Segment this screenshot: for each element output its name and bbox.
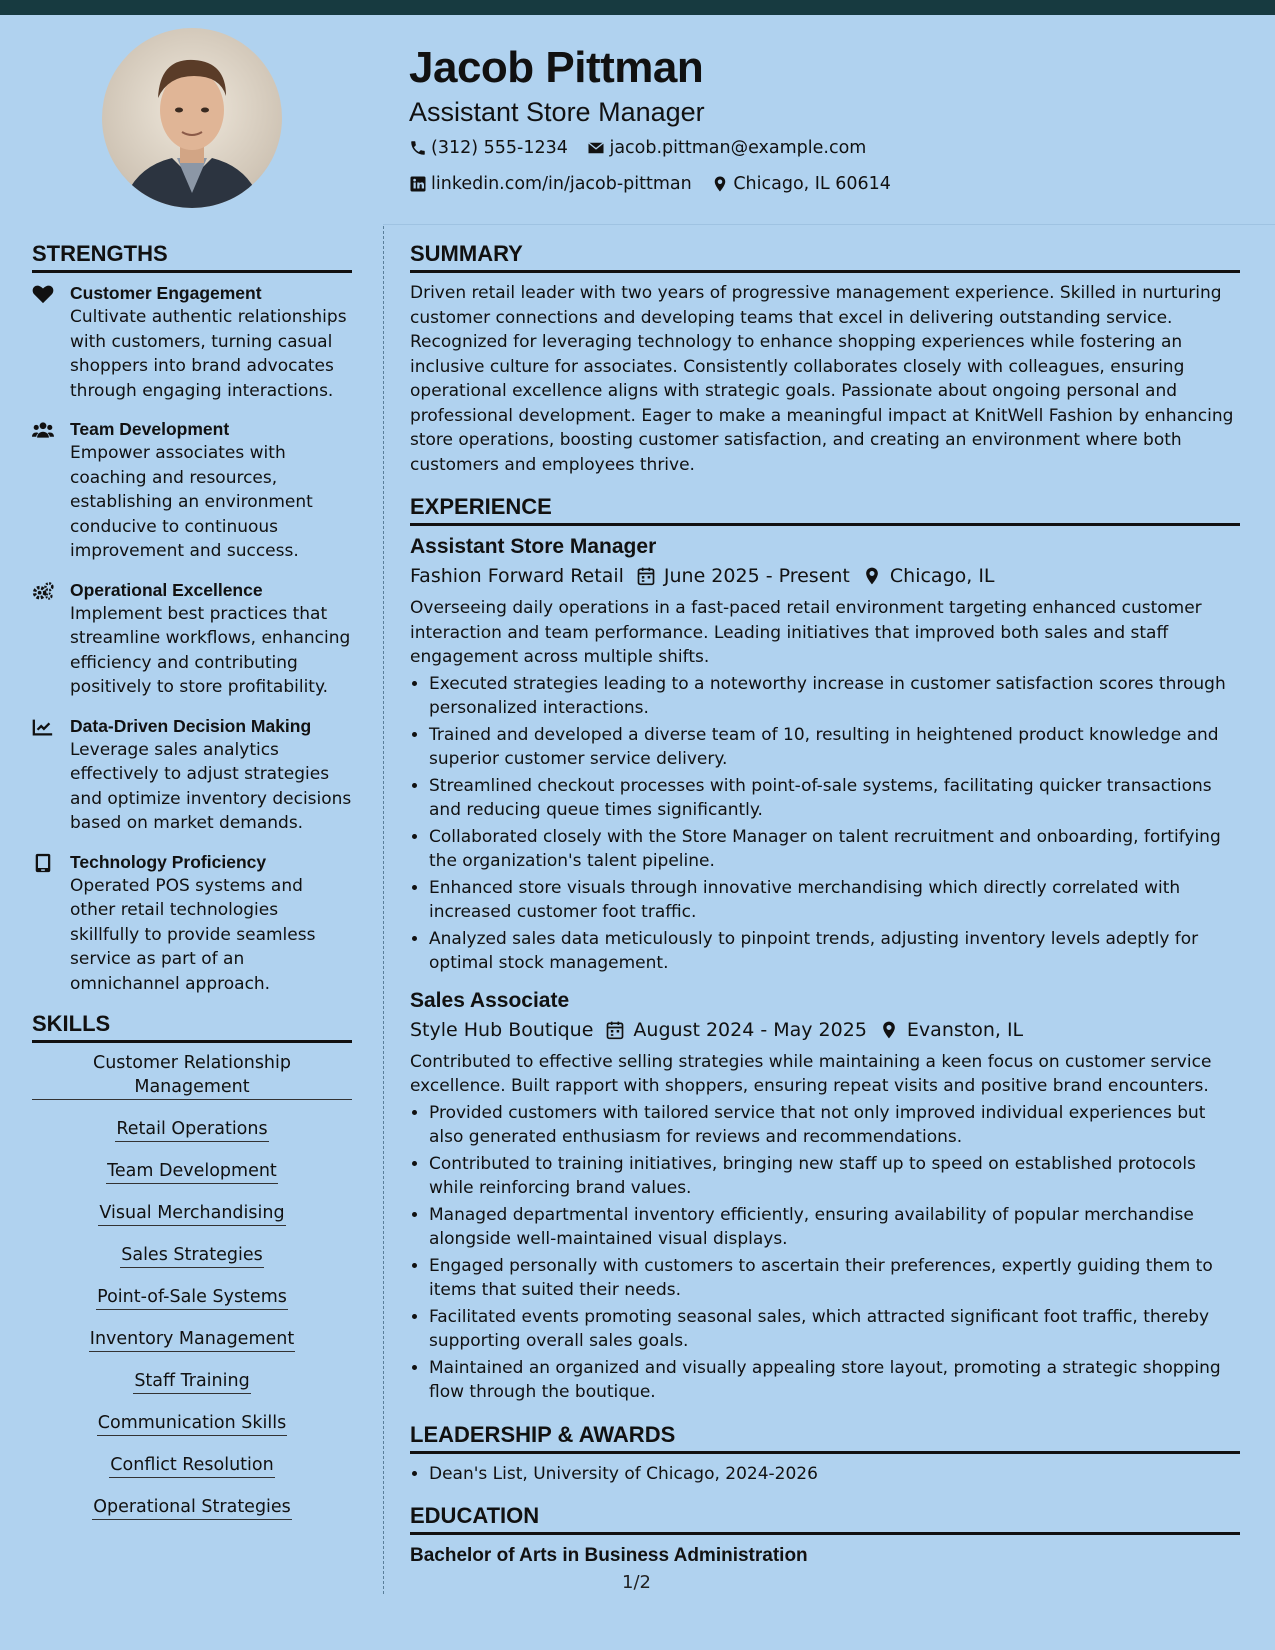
calendar-icon xyxy=(636,566,656,586)
strength-item xyxy=(32,850,352,997)
list-item: • Enhanced store visuals through innovative merchandising which directly correlated with increased customer foot traffic. xyxy=(429,876,1240,925)
list-item: • Executed strategies leading to a noteworthy increase in customer satisfaction scores through personalized interactions. xyxy=(429,672,1240,721)
contact-linkedin[interactable] xyxy=(409,168,692,200)
contact-phone[interactable] xyxy=(409,132,568,164)
job-title: Sales Associate xyxy=(410,988,570,1012)
resume-header xyxy=(409,40,1229,204)
contact-location xyxy=(711,168,891,200)
left-column xyxy=(32,240,352,1537)
strength-desc: Empower associates with coaching and resources, establishing an environment conducive to continuous improvement and success. xyxy=(70,443,313,561)
job-bullets xyxy=(410,672,1240,976)
list-item: • Contributed to training initiatives, bringing new staff up to speed on established protocols while reinforcing brand values. xyxy=(429,1152,1240,1201)
skills-title: SKILLS xyxy=(32,1010,352,1043)
job-description: Contributed to effective selling strategies while maintaining a keen focus on customer service excellence. Built rapport with shoppers, ensuring repeat visits and positive brand encounters. xyxy=(410,1051,1212,1096)
skill-item: Conflict Resolution xyxy=(109,1453,274,1478)
contact-row-1 xyxy=(409,132,1229,168)
map-pin-icon xyxy=(711,175,729,193)
job-title: Assistant Store Manager xyxy=(410,535,657,558)
right-column xyxy=(410,240,1240,1569)
list-item: • Streamlined checkout processes with point-of-sale systems, facilitating quicker transactions and reducing queue times significantly. xyxy=(429,774,1240,823)
summary-title: SUMMARY xyxy=(410,240,1240,273)
list-item: • Dean's List, University of Chicago, 2024-2026 xyxy=(429,1462,1240,1487)
strength-title: Technology Proficiency xyxy=(70,851,267,872)
linkedin-text: linkedin.com/in/jacob-pittman xyxy=(431,174,692,194)
list-item: • Maintained an organized and visually appealing store layout, promoting a strategic shopping flow through the boutique. xyxy=(429,1356,1240,1405)
skill-item: Sales Strategies xyxy=(120,1243,264,1268)
map-pin-icon xyxy=(862,566,882,586)
job-company: Style Hub Boutique xyxy=(410,1018,594,1041)
candidate-name: Jacob Pittman xyxy=(409,43,704,92)
job-location: Evanston, IL xyxy=(906,1018,1024,1041)
list-item: • Engaged personally with customers to ascertain their preferences, expertly guiding them to items that suited their needs. xyxy=(429,1254,1240,1303)
job-description: Overseeing daily operations in a fast-paced retail environment targeting enhanced customer interaction and team performance. Leading initiatives that improved both sales and staff engagement across multiple shifts. xyxy=(410,598,1202,667)
strength-title: Operational Excellence xyxy=(70,579,263,600)
location-text: Chicago, IL 60614 xyxy=(733,174,891,194)
job-entry xyxy=(410,534,1240,976)
phone-text: (312) 555-1234 xyxy=(431,138,568,158)
education-title: EDUCATION xyxy=(410,1502,1240,1535)
skill-item: Team Development xyxy=(106,1159,278,1184)
heart-icon xyxy=(32,284,54,304)
skill-item: Customer Relationship Management xyxy=(32,1051,352,1100)
top-bar xyxy=(0,0,1275,15)
skill-item: Staff Training xyxy=(133,1369,250,1394)
page-number: 1/2 xyxy=(622,1572,651,1593)
list-item: • Facilitated events promoting seasonal sales, which attracted significant foot traffic, thereby supporting overall sales goals. xyxy=(429,1305,1240,1354)
summary-text: Driven retail leader with two years of progressive management experience. Skilled in nurturing customer connections and developing teams that excel in delivering outstanding service. Recognized for leveraging technology to enhance shopping experiences while fostering an inclusive culture for associates. Consistently collaborates closely with colleagues, ensuring operational excellence aligns with strategic goals. Passionate about ongoing personal and professional development. Eager to make a meaningful impact at KnitWell Fashion by enhancing store operations, boosting customer satisfaction, and creating an environment where both customers and employees thrive. xyxy=(410,283,1234,475)
strength-item xyxy=(32,714,352,836)
linkedin-icon xyxy=(409,175,427,193)
envelope-icon xyxy=(587,139,605,157)
strength-title: Customer Engagement xyxy=(70,283,262,303)
skill-item: Retail Operations xyxy=(115,1117,268,1142)
chart-line-icon xyxy=(32,717,54,737)
experience-title: EXPERIENCE xyxy=(410,493,1240,526)
candidate-role: Assistant Store Manager xyxy=(409,97,705,127)
job-entry xyxy=(410,988,1240,1405)
strength-item xyxy=(32,281,352,403)
strengths-title: STRENGTHS xyxy=(32,240,352,273)
phone-icon xyxy=(409,139,427,157)
skills-list xyxy=(32,1051,352,1537)
job-meta xyxy=(410,1014,1240,1046)
contact-row-2 xyxy=(409,168,1229,204)
header-divider xyxy=(383,224,1275,225)
job-dates: August 2024 - May 2025 xyxy=(633,1018,867,1041)
job-dates: June 2025 - Present xyxy=(663,565,850,587)
list-item: • Analyzed sales data meticulously to pinpoint trends, adjusting inventory levels adeptly for optimal stock management. xyxy=(429,927,1240,976)
column-divider xyxy=(383,226,384,1594)
awards-list xyxy=(410,1462,1240,1487)
list-item: • Managed departmental inventory efficiently, ensuring availability of popular merchandise alongside well-maintained visual displays. xyxy=(429,1203,1240,1252)
strength-desc: Leverage sales analytics effectively to adjust strategies and optimize inventory decisions based on market demands. xyxy=(70,739,352,833)
list-item: • Provided customers with tailored service that not only improved individual experiences but also generated enthusiasm for reviews and recommendations. xyxy=(429,1101,1240,1150)
list-item: • Trained and developed a diverse team of 10, resulting in heightened product knowledge and superior customer service delivery. xyxy=(429,723,1240,772)
email-text: jacob.pittman@example.com xyxy=(609,138,867,158)
strength-desc: Cultivate authentic relationships with customers, turning casual shoppers into brand advocates through engaging interactions. xyxy=(70,307,347,401)
users-icon xyxy=(32,420,54,440)
profile-photo xyxy=(102,28,282,208)
list-item: • Collaborated closely with the Store Manager on talent recruitment and onboarding, fortifying the organization's talent pipeline. xyxy=(429,825,1240,874)
skill-item: Visual Merchandising xyxy=(98,1201,285,1226)
skill-item: Communication Skills xyxy=(97,1411,287,1436)
gears-icon xyxy=(32,581,54,601)
skill-item: Operational Strategies xyxy=(92,1495,292,1520)
strength-title: Team Development xyxy=(70,419,230,439)
strength-item xyxy=(32,417,352,564)
contact-email[interactable] xyxy=(587,132,866,164)
job-meta xyxy=(410,560,1240,592)
job-location: Chicago, IL xyxy=(889,565,995,587)
job-bullets xyxy=(410,1101,1240,1405)
strength-desc: Operated POS systems and other retail technologies skillfully to provide seamless service as part of an omnichannel approach. xyxy=(70,875,316,994)
skill-item: Point-of-Sale Systems xyxy=(96,1285,288,1310)
profile-photo-image xyxy=(102,28,282,208)
strength-item xyxy=(32,578,352,700)
awards-title: LEADERSHIP & AWARDS xyxy=(410,1421,1240,1454)
map-pin-icon xyxy=(879,1020,899,1040)
education-degree: Bachelor of Arts in Business Administration xyxy=(410,1545,808,1566)
calendar-icon xyxy=(605,1020,625,1040)
skill-item: Inventory Management xyxy=(89,1327,295,1352)
strength-desc: Implement best practices that streamline workflows, enhancing efficiency and contributing positively to store profitability. xyxy=(70,603,351,697)
job-company: Fashion Forward Retail xyxy=(410,565,624,587)
strength-title: Data-Driven Decision Making xyxy=(70,715,312,736)
tablet-icon xyxy=(32,853,54,873)
